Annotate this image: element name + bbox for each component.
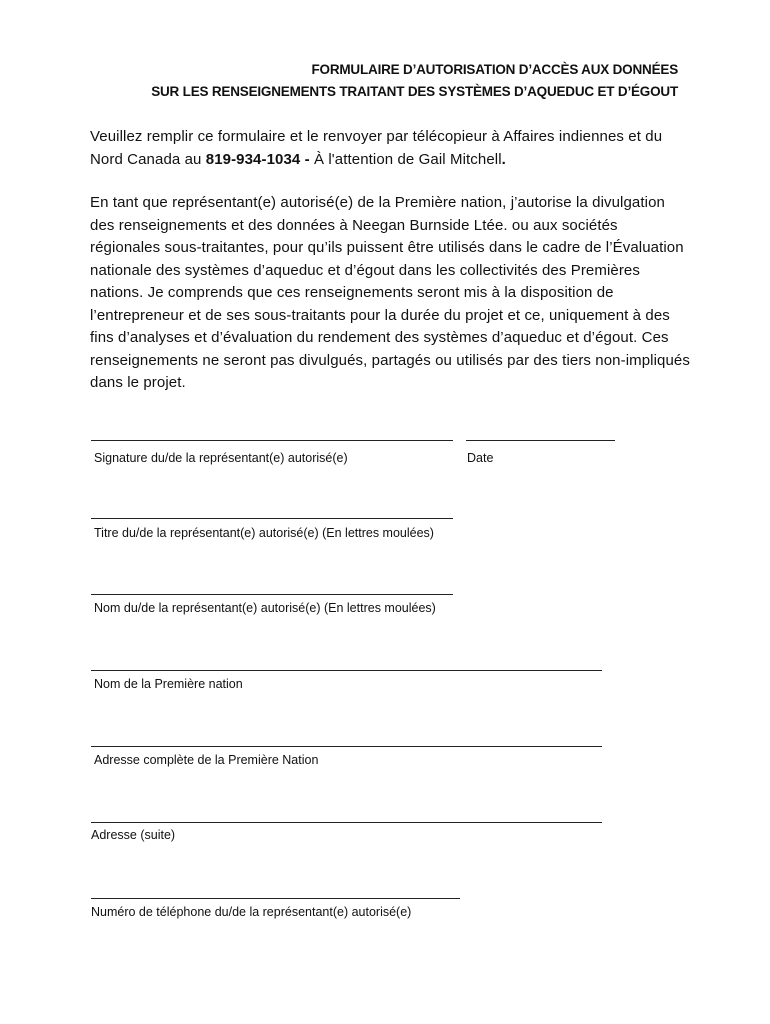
intro-text: Veuillez remplir ce formulaire et le renvoyer par télécopieur à Affaires indiennes et du Nord Canada au xyxy=(90,128,663,168)
signature-label: Signature du/de la représentant(e) autorisé(e) xyxy=(94,451,348,465)
form-title-line-2: SUR LES RENSEIGNEMENTS TRAITANT DES SYSTÈMES D’AQUEDUC ET D’ÉGOUT xyxy=(151,84,678,99)
authorization-paragraph: En tant que représentant(e) autorisé(e) de la Première nation, j’autorise la divulgation des renseignements et des données à Neegan Burnside Ltée. ou aux sociétés régionales sous-traitantes, pour qu’ils puissent être utilisés dans le cadre de l’Évaluation nationale des systèmes d’aqueduc et d’égout dans les collectivités des Premières nations. Je comprends que ces renseignements seront mis à la disposition de l’entrepreneur et de ses sous-traitants pour la durée du projet et ce, uniquement à des fins d’analyses et d’évaluation du rendement des systèmes d’aqueduc et d’égout. Ces renseignements ne seront pas divulgués, partagés ou utilisés par des tiers non-impliqués dans le projet. xyxy=(90,194,690,391)
form-title-line-1: FORMULAIRE D’AUTORISATION D’ACCÈS AUX DONNÉES xyxy=(311,62,678,77)
phone-label: Numéro de téléphone du/de la représentant(e) autorisé(e) xyxy=(91,905,412,919)
title-line[interactable] xyxy=(91,518,453,519)
signature-line[interactable] xyxy=(91,440,453,441)
phone-line[interactable] xyxy=(91,898,460,899)
date-label: Date xyxy=(467,451,494,465)
name-line[interactable] xyxy=(91,594,453,595)
name-label: Nom du/de la représentant(e) autorisé(e) (En lettres moulées) xyxy=(94,601,436,615)
first-nation-name-line[interactable] xyxy=(91,670,602,671)
date-line[interactable] xyxy=(466,440,615,441)
attention-text: À l'attention de Gail Mitchell xyxy=(309,150,502,168)
address-cont-line[interactable] xyxy=(91,822,602,823)
address-cont-label: Adresse (suite) xyxy=(91,828,176,842)
intro-period: . xyxy=(501,150,506,168)
first-nation-name-label: Nom de la Première nation xyxy=(94,677,243,691)
title-label: Titre du/de la représentant(e) autorisé(e) (En lettres moulées) xyxy=(94,526,434,540)
intro-paragraph xyxy=(90,126,690,171)
address-line[interactable] xyxy=(91,746,602,747)
address-label: Adresse complète de la Première Nation xyxy=(94,753,319,767)
fax-number: 819-934-1034 - xyxy=(205,150,310,168)
